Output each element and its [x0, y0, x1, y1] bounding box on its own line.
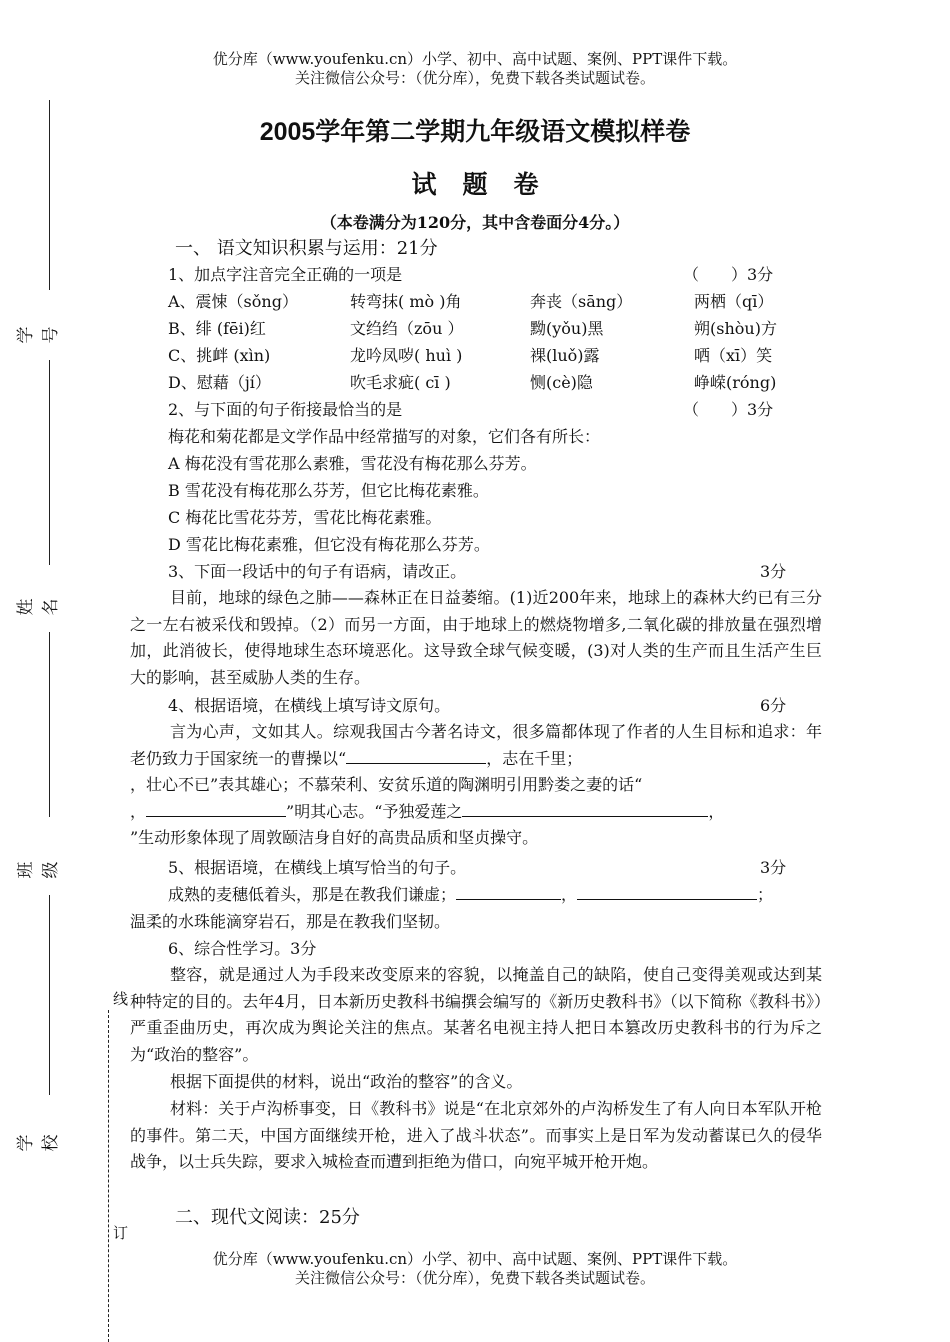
q4-text-2: ，志在千里；	[486, 748, 583, 768]
class-label: 班级	[16, 861, 61, 879]
q6-paragraph-1: 整容，就是通过人为手段来改变原来的容貌，以掩盖自己的缺陷，使自己变得美观或达到某种特定的目的。去年4月，日本新历史教科书编撰会编写的《新历史教科书》（以下简称《教科书》）严重歪曲历史，再次成为舆论关注的焦点。某著名电视主持人把日本篡改历史教科书的行为斥之为“政治的整容”。	[130, 965, 822, 1064]
q4-blank-2[interactable]	[146, 802, 286, 817]
name-line	[49, 360, 50, 565]
q4-stem: 4、根据语境，在横线上填写诗文原句。	[168, 696, 451, 715]
q6-stem: 6、综合性学习。3分	[168, 939, 317, 958]
q1-option-c1: C、挑衅 (xìn)	[168, 346, 271, 365]
q5-text-2: ，	[561, 885, 578, 904]
q4-text-1: 言为心声，文如其人。综观我国古今著名诗文，很多篇都体现了作者的人生目标和追求：年老仍致力于国家统一的曹操以“	[130, 722, 822, 768]
q1-option-c2: 龙吟凤哕( huì )	[350, 346, 463, 365]
q2-stem: 2、与下面的句子衔接最恰当的是	[168, 400, 403, 419]
q1-option-b1: B、绯 (fēi)红	[168, 319, 266, 338]
footer-line-1: 优分库（www.youfenku.cn）小学、初中、高中试题、案例、PPT课件下载。	[212, 1250, 738, 1268]
q2-option-b: B 雪花没有梅花那么芬芳，但它比梅花素雅。	[168, 481, 489, 500]
q1-option-d4: 峥嵘(róng)	[694, 373, 777, 392]
q3-stem: 3、下面一段话中的句子有语病，请改正。	[168, 562, 467, 581]
school-label: 学校	[16, 1134, 61, 1152]
q1-option-a3: 奔丧（sāng）	[530, 292, 633, 311]
q5-text-1: 成熟的麦穗低着头，那是在教我们谦虚；	[168, 885, 457, 904]
section-2-heading: 二、现代文阅读：25分	[175, 1207, 360, 1228]
page-footer	[0, 1250, 950, 1288]
binding-char-xian: 线	[113, 990, 129, 1008]
score-note: （本卷满分为120分，其中含卷面分4分。）	[320, 213, 630, 232]
q3-passage: 目前，地球的绿色之肺——森林正在日益萎缩。(1)近200年来，地球上的森林大约已有三分之一左右被采伐和毁掉。（2）而另一方面，由于地球上的燃烧物增多,二氧化碳的排放量在强烈增加，此消彼长，使得地球生态环境恶化。这导致全球气候变暖，(3)对人类的生产而且生活产生巨大的影响，甚至威胁人类的生存。	[130, 588, 822, 687]
q4-text-4: ，	[130, 801, 147, 821]
q1-option-b2: 文绉绉（zōu ）	[350, 319, 464, 338]
q1-option-c4: 哂（xī）笑	[694, 346, 773, 365]
header-line-1: 优分库（www.youfenku.cn）小学、初中、高中试题、案例、PPT课件下载。	[212, 50, 738, 68]
q2-option-c: C 梅花比雪花芬芳，雪花比梅花素雅。	[168, 508, 442, 527]
binding-char-ding: 订	[113, 1224, 129, 1242]
q5-blank-1[interactable]	[456, 885, 561, 900]
q1-option-d1: D、慰藉（jí）	[168, 373, 271, 392]
q1-option-d3: 恻(cè)隐	[530, 373, 593, 392]
footer-line-2: 关注微信公众号：（优分库），免费下载各类试题试卷。	[294, 1269, 655, 1287]
q5-stem: 5、根据语境，在横线上填写恰当的句子。	[168, 858, 467, 877]
q5-line-2: 温柔的水珠能滴穿岩石，那是在教我们坚韧。	[130, 912, 451, 931]
exam-title: 2005学年第二学期九年级语文模拟样卷	[259, 118, 691, 146]
header-line-2: 关注微信公众号：（优分库），免费下载各类试题试卷。	[294, 69, 655, 87]
q1-option-b4: 朔(shòu)方	[694, 319, 777, 338]
q5-text-3: ；	[757, 885, 774, 904]
q1-option-c3: 裸(luǒ)露	[530, 346, 600, 365]
q2-bracket: （ ）3分	[683, 400, 774, 419]
q4-blank-3[interactable]	[462, 802, 708, 817]
q4-text-6: ，	[708, 801, 725, 821]
section-1-heading: 一、 语文知识积累与运用：21分	[175, 238, 438, 259]
q2-lead: 梅花和菊花都是文学作品中经常描写的对象，它们各有所长：	[168, 427, 601, 446]
q5-blank-2[interactable]	[577, 885, 757, 900]
q1-option-a1: A、震悚（sǒng）	[168, 292, 298, 311]
q5-score: 3分	[760, 858, 787, 877]
q1-option-d2: 吹毛求疵( cī )	[350, 373, 451, 392]
q2-option-d: D 雪花比梅花素雅，但它没有梅花那么芬芳。	[168, 535, 490, 554]
q6-paragraph-2: 根据下面提供的材料，说出“政治的整容”的含义。	[170, 1072, 523, 1091]
student-no-line	[49, 100, 50, 290]
school-line	[49, 895, 50, 1095]
q3-score: 3分	[760, 562, 787, 581]
binding-dashed-line	[108, 1010, 109, 1342]
q4-text-7: ”生动形象体现了周敦颐洁身自好的高贵品质和坚贞操守。	[130, 828, 539, 848]
q1-bracket: （ ）3分	[683, 265, 774, 284]
q4-text-3: ，壮心不已”表其雄心；不慕荣利、安贫乐道的陶渊明引用黔娄之妻的话“	[130, 775, 643, 795]
q1-option-a2: 转弯抹( mò )角	[350, 292, 462, 311]
q2-option-a: A 梅花没有雪花那么素雅，雪花没有梅花那么芬芳。	[168, 454, 537, 473]
name-label: 姓名	[16, 598, 61, 616]
page-header	[0, 50, 950, 88]
q4-passage	[130, 719, 822, 852]
q1-option-b3: 黝(yǒu)黑	[530, 319, 604, 338]
q4-text-5: ”明其心志。“予独爱莲之	[286, 801, 463, 821]
q1-option-a4: 两栖（qī）	[694, 292, 774, 311]
q4-blank-1[interactable]	[346, 749, 486, 764]
q1-stem: 1、加点字注音完全正确的一项是	[168, 265, 403, 284]
q6-material: 材料：关于卢沟桥事变，日《教科书》说是“在北京郊外的卢沟桥发生了有人向日本军队开枪的事件。第二天，中国方面继续开枪，进入了战斗状态”。而事实上是日军为发动蓄谋已久的侵华战争，以士兵失踪，要求入城检查而遭到拒绝为借口，向宛平城开枪开炮。	[130, 1099, 822, 1172]
student-no-label: 学号	[16, 326, 61, 344]
exam-subtitle: 试题卷	[411, 170, 565, 199]
q5-line-1	[168, 885, 773, 905]
class-line	[49, 632, 50, 817]
q4-score: 6分	[760, 696, 787, 715]
